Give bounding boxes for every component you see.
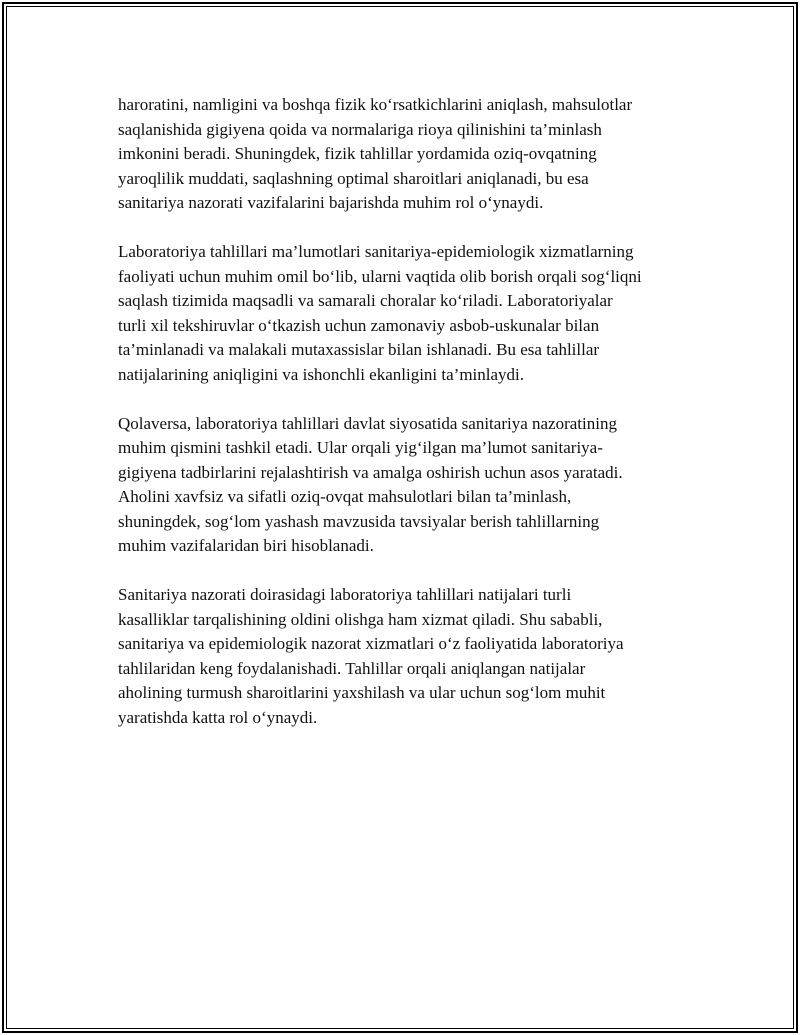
- text-line: aholining turmush sharoitlarini yaxshilash va ular uchun sog‘lom muhit: [118, 683, 606, 702]
- document-body: [118, 93, 708, 755]
- text-line: Qolaversa, laboratoriya tahlillari davlat siyosatida sanitariya nazoratining: [118, 413, 617, 433]
- text-line: shuningdek, sog‘lom yashash mavzusida tavsiyalar berish tahlillarning: [118, 511, 600, 531]
- text-line: Aholini xavfsiz va sifatli oziq-ovqat mahsulotlari bilan ta’minlash,: [118, 487, 572, 506]
- text-line: yaroqlilik muddati, saqlashning optimal sharoitlari aniqlanadi, bu esa: [118, 168, 589, 188]
- text-line: imkonini beradi. Shuningdek, fizik tahlillar yordamida oziq-ovqatning: [118, 144, 597, 163]
- text-line: natijalarining aniqligini va ishonchli ekanligini ta’minlaydi.: [118, 364, 525, 384]
- text-line: ta’minlanadi va malakali mutaxassislar bilan ishlanadi. Bu esa tahlillar: [118, 340, 600, 359]
- text-line: muhim qismini tashkil etadi. Ular orqali yig‘ilgan ma’lumot sanitariya-: [118, 438, 603, 457]
- text-line: Sanitariya nazorati doirasidagi laboratoriya tahlillari natijalari turli: [118, 585, 572, 604]
- paragraph-2: [118, 240, 708, 387]
- text-line: yaratishda katta rol o‘ynaydi.: [118, 707, 318, 727]
- text-line: tahlilaridan keng foydalanishadi. Tahlillar orqali aniqlangan natijalar: [118, 658, 586, 678]
- text-line: haroratini, namligini va boshqa fizik ko‘rsatkichlarini aniqlash, mahsulotlar: [118, 95, 633, 114]
- paragraph-4: [118, 583, 708, 730]
- text-line: saqlash tizimida maqsadli va samarali choralar ko‘riladi. Laboratoriyalar: [118, 291, 613, 310]
- text-line: Laboratoriya tahlillari ma’lumotlari sanitariya-epidemiologik xizmatlarning: [118, 242, 634, 261]
- text-line: gigiyena tadbirlarini rejalashtirish va amalga oshirish uchun asos yaratadi.: [118, 462, 623, 482]
- text-line: kasalliklar tarqalishining oldini olishga ham xizmat qiladi. Shu sababli,: [118, 609, 603, 629]
- text-line: turli xil tekshiruvlar o‘tkazish uchun zamonaviy asbob-uskunalar bilan: [118, 315, 600, 335]
- text-line: saqlanishida gigiyena qoida va normalariga rioya qilinishini ta’minlash: [118, 119, 602, 139]
- text-line: muhim vazifalaridan biri hisoblanadi.: [118, 536, 374, 555]
- text-line: faoliyati uchun muhim omil bo‘lib, ularni vaqtida olib borish orqali sog‘liqni: [118, 266, 642, 286]
- paragraph-1: [118, 93, 708, 216]
- text-line: sanitariya va epidemiologik nazorat xizmatlari o‘z faoliyatida laboratoriya: [118, 634, 624, 653]
- text-line: sanitariya nazorati vazifalarini bajarishda muhim rol o‘ynaydi.: [118, 193, 544, 212]
- paragraph-3: [118, 412, 708, 559]
